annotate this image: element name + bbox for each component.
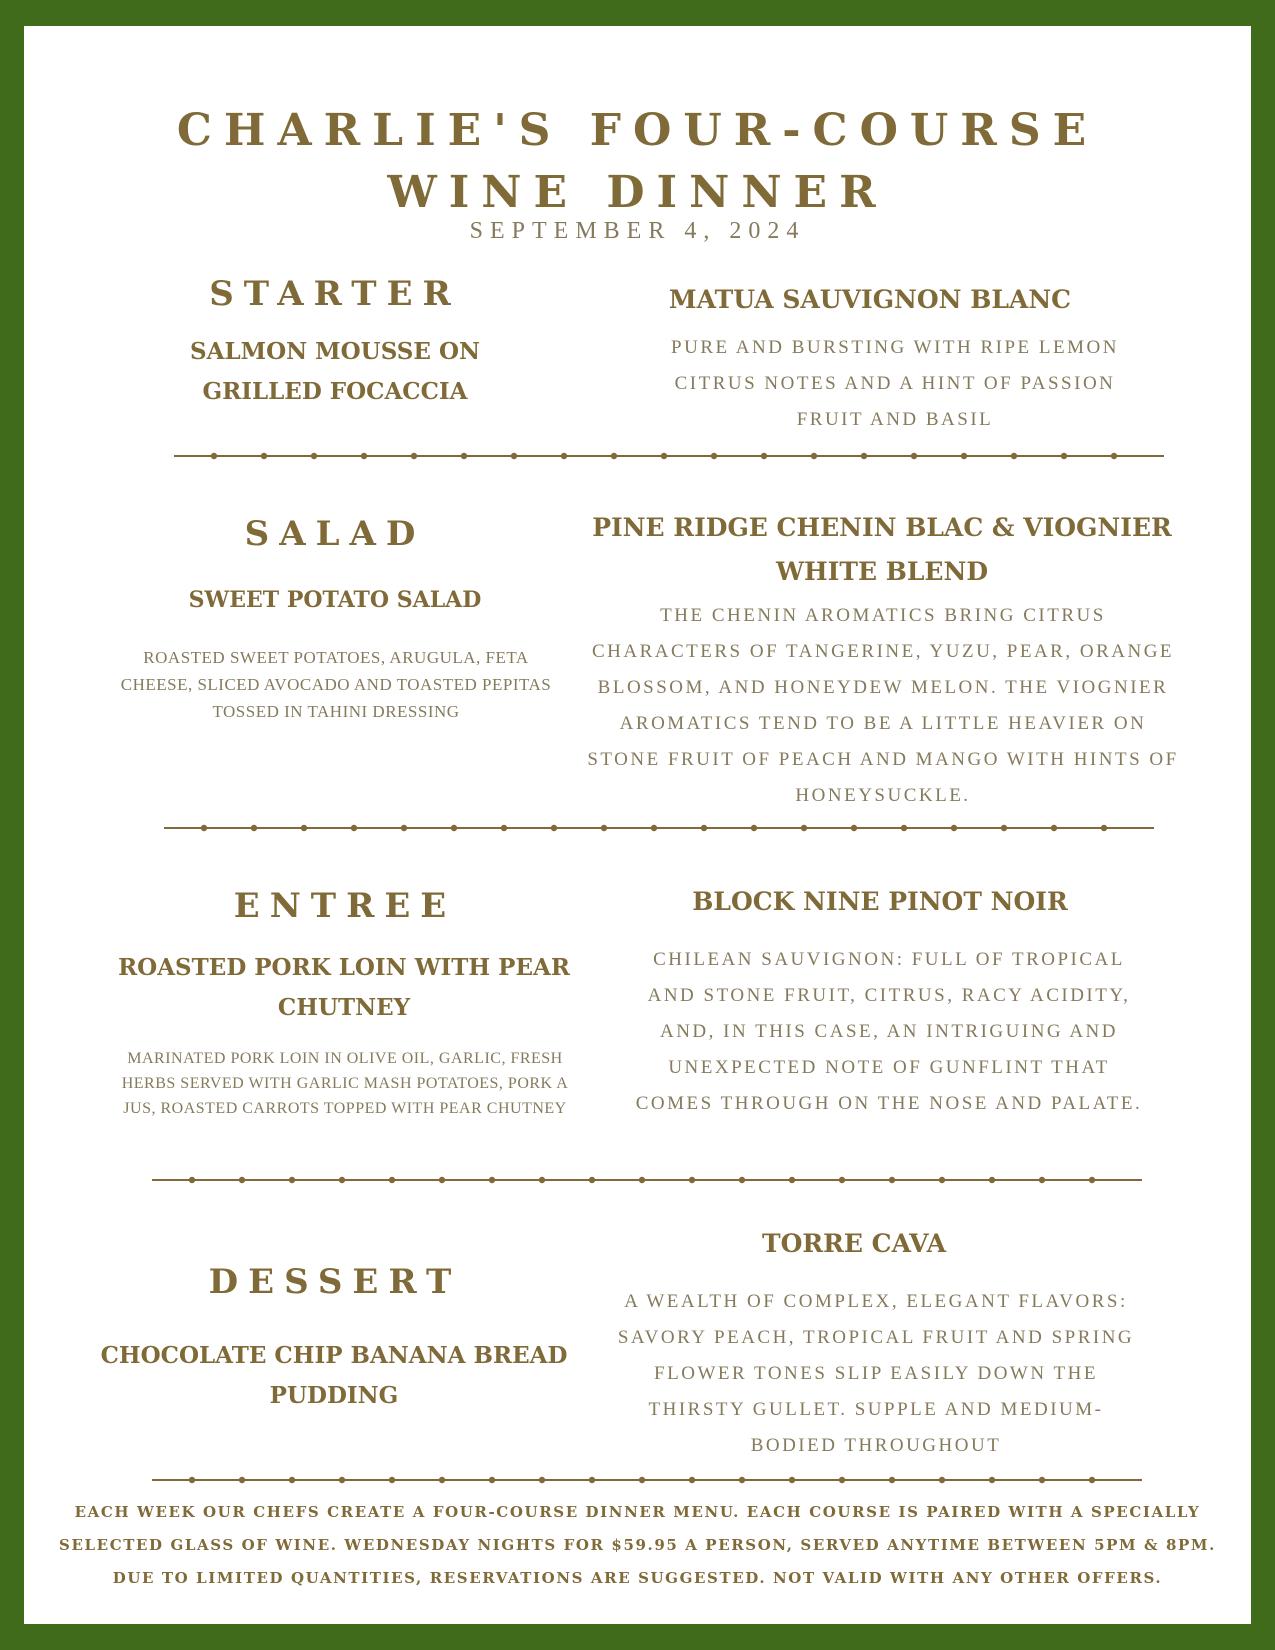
divider-dot xyxy=(239,1177,245,1183)
course-title-starter: STARTER xyxy=(209,274,461,314)
divider-dot xyxy=(739,1177,745,1183)
course-title-salad: SALAD xyxy=(244,514,426,554)
wine-name-entree: BLOCK NINE PINOT NOIR xyxy=(692,887,1068,916)
divider-dot xyxy=(739,1477,745,1483)
divider-dot xyxy=(301,825,307,831)
divider-dot xyxy=(1061,453,1067,459)
page-title-line-1: CHARLIE'S FOUR-COURSE xyxy=(176,105,1099,156)
course-title-entree: ENTREE xyxy=(233,886,457,926)
divider-4 xyxy=(152,1474,1142,1486)
wine-note-salad: THE CHENIN AROMATICS BRING CITRUS CHARACTERS OF TANGERINE, YUZU, PEAR, ORANGE BLOSSOM, AND HONEYDEW MELON. THE VIOGNIER AROMATICS TEND TO BE A LITTLE HEAVIER ON STONE FRUIT OF PEACH AND MANGO WITH HINTS OF HONEYSUCKLE. xyxy=(587,605,1179,806)
wine-name-starter: MATUA SAUVIGNON BLANC xyxy=(668,285,1072,314)
wine-note-starter: PURE AND BURSTING WITH RIPE LEMON CITRUS NOTES AND A HINT OF PASSION FRUIT AND BASIL xyxy=(671,337,1119,430)
divider-dot xyxy=(601,825,607,831)
divider-dot xyxy=(539,1177,545,1183)
divider-dot xyxy=(939,1177,945,1183)
divider-dot xyxy=(911,453,917,459)
divider-dot xyxy=(811,453,817,459)
divider-dot xyxy=(439,1177,445,1183)
divider-dot xyxy=(539,1477,545,1483)
divider-dot xyxy=(511,453,517,459)
divider-dot xyxy=(961,453,967,459)
course-title-dessert: DESSERT xyxy=(208,1262,462,1302)
dish-name-starter: SALMON MOUSSE ON GRILLED FOCACCIA xyxy=(189,338,480,405)
menu-page xyxy=(24,26,1251,1624)
divider-dot xyxy=(651,825,657,831)
divider-dot xyxy=(889,1477,895,1483)
divider-dot xyxy=(1051,825,1057,831)
divider-dot xyxy=(361,453,367,459)
divider-dot xyxy=(851,825,857,831)
divider-dot xyxy=(561,453,567,459)
divider-dot xyxy=(639,1177,645,1183)
divider-dot xyxy=(761,453,767,459)
divider-dot xyxy=(551,825,557,831)
footer-note: EACH WEEK OUR CHEFS CREATE A FOUR-COURSE DINNER MENU. EACH COURSE IS PAIRED WITH A SPECIALLY SELECTED GLASS OF WINE. WEDNESDAY NIGHTS FOR $59.95 A PERSON, SERVED ANYTIME BETWEEN 5PM & 8PM. DUE TO LIMITED QUANTITIES, RESERVATIONS ARE SUGGESTED. NOT VALID WITH ANY OTHER OFFERS. xyxy=(59,1503,1216,1587)
divider-dot xyxy=(389,1477,395,1483)
divider-dot xyxy=(351,825,357,831)
wine-name-salad: PINE RIDGE CHENIN BLAC & VIOGNIER WHITE BLEND xyxy=(592,513,1172,586)
divider-dot xyxy=(211,453,217,459)
divider-dot xyxy=(1089,1477,1095,1483)
divider-dot xyxy=(989,1177,995,1183)
divider-dot xyxy=(251,825,257,831)
divider-dot xyxy=(189,1477,195,1483)
divider-dot xyxy=(489,1177,495,1183)
divider-dot xyxy=(501,825,507,831)
divider-dot xyxy=(339,1477,345,1483)
divider-dot xyxy=(261,453,267,459)
divider-dot xyxy=(839,1477,845,1483)
divider-dot xyxy=(1039,1177,1045,1183)
divider-dot xyxy=(951,825,957,831)
divider-dot xyxy=(239,1477,245,1483)
divider-dot xyxy=(789,1177,795,1183)
divider-dot xyxy=(201,825,207,831)
divider-dot xyxy=(1011,453,1017,459)
divider-dot xyxy=(751,825,757,831)
divider-dot xyxy=(801,825,807,831)
divider-1 xyxy=(174,450,1164,462)
divider-dot xyxy=(1111,453,1117,459)
dish-description-entree: MARINATED PORK LOIN IN OLIVE OIL, GARLIC, FRESH HERBS SERVED WITH GARLIC MASH POTATOES, PORK A JUS, ROASTED CARROTS TOPPED WITH PEAR CHUTNEY xyxy=(121,1050,569,1117)
divider-dot xyxy=(689,1177,695,1183)
wine-note-dessert: A WEALTH OF COMPLEX, ELEGANT FLAVORS: SAVORY PEACH, TROPICAL FRUIT AND SPRING FLOWER TONES SLIP EASILY DOWN THE THIRSTY GULLET. SUPPLE AND MEDIUM-BODIED THROUGHOUT xyxy=(617,1291,1135,1456)
divider-dot xyxy=(1101,825,1107,831)
divider-dot xyxy=(861,453,867,459)
divider-dot xyxy=(611,453,617,459)
divider-dot xyxy=(311,453,317,459)
divider-dot xyxy=(589,1177,595,1183)
dish-name-dessert: CHOCOLATE CHIP BANANA BREAD PUDDING xyxy=(100,1342,568,1409)
divider-dot xyxy=(401,825,407,831)
divider-dot xyxy=(1039,1477,1045,1483)
divider-dot xyxy=(901,825,907,831)
divider-dot xyxy=(451,825,457,831)
divider-dot xyxy=(639,1477,645,1483)
divider-dot xyxy=(689,1477,695,1483)
divider-dot xyxy=(489,1477,495,1483)
divider-dot xyxy=(789,1477,795,1483)
dish-name-entree: ROASTED PORK LOIN WITH PEAR CHUTNEY xyxy=(118,954,570,1021)
event-date: SEPTEMBER 4, 2024 xyxy=(469,218,806,244)
divider-dot xyxy=(1089,1177,1095,1183)
divider-dot xyxy=(389,1177,395,1183)
divider-dot xyxy=(439,1477,445,1483)
dish-description-salad: ROASTED SWEET POTATOES, ARUGULA, FETA CHEESE, SLICED AVOCADO AND TOASTED PEPITAS TOSSED IN TAHINI DRESSING xyxy=(120,648,552,721)
dish-name-salad: SWEET POTATO SALAD xyxy=(188,587,482,613)
divider-dot xyxy=(339,1177,345,1183)
divider-dot xyxy=(889,1177,895,1183)
divider-dot xyxy=(1001,825,1007,831)
divider-dot xyxy=(289,1177,295,1183)
wine-note-entree: CHILEAN SAUVIGNON: FULL OF TROPICAL AND STONE FRUIT, CITRUS, RACY ACIDITY, AND, IN THIS CASE, AN INTRIGUING AND UNEXPECTED NOTE OF GUNFLINT THAT COMES THROUGH ON THE NOSE AND PALATE. xyxy=(635,949,1143,1114)
divider-dot xyxy=(461,453,467,459)
divider-2 xyxy=(164,822,1154,834)
divider-dot xyxy=(661,453,667,459)
divider-dot xyxy=(711,453,717,459)
divider-dot xyxy=(589,1477,595,1483)
divider-dot xyxy=(939,1477,945,1483)
page-title-line-2: WINE DINNER xyxy=(387,167,888,218)
wine-name-dessert: TORRE CAVA xyxy=(761,1229,947,1258)
divider-dot xyxy=(189,1177,195,1183)
divider-dot xyxy=(989,1477,995,1483)
divider-3 xyxy=(152,1174,1142,1186)
divider-dot xyxy=(701,825,707,831)
divider-dot xyxy=(411,453,417,459)
divider-dot xyxy=(289,1477,295,1483)
divider-dot xyxy=(839,1177,845,1183)
